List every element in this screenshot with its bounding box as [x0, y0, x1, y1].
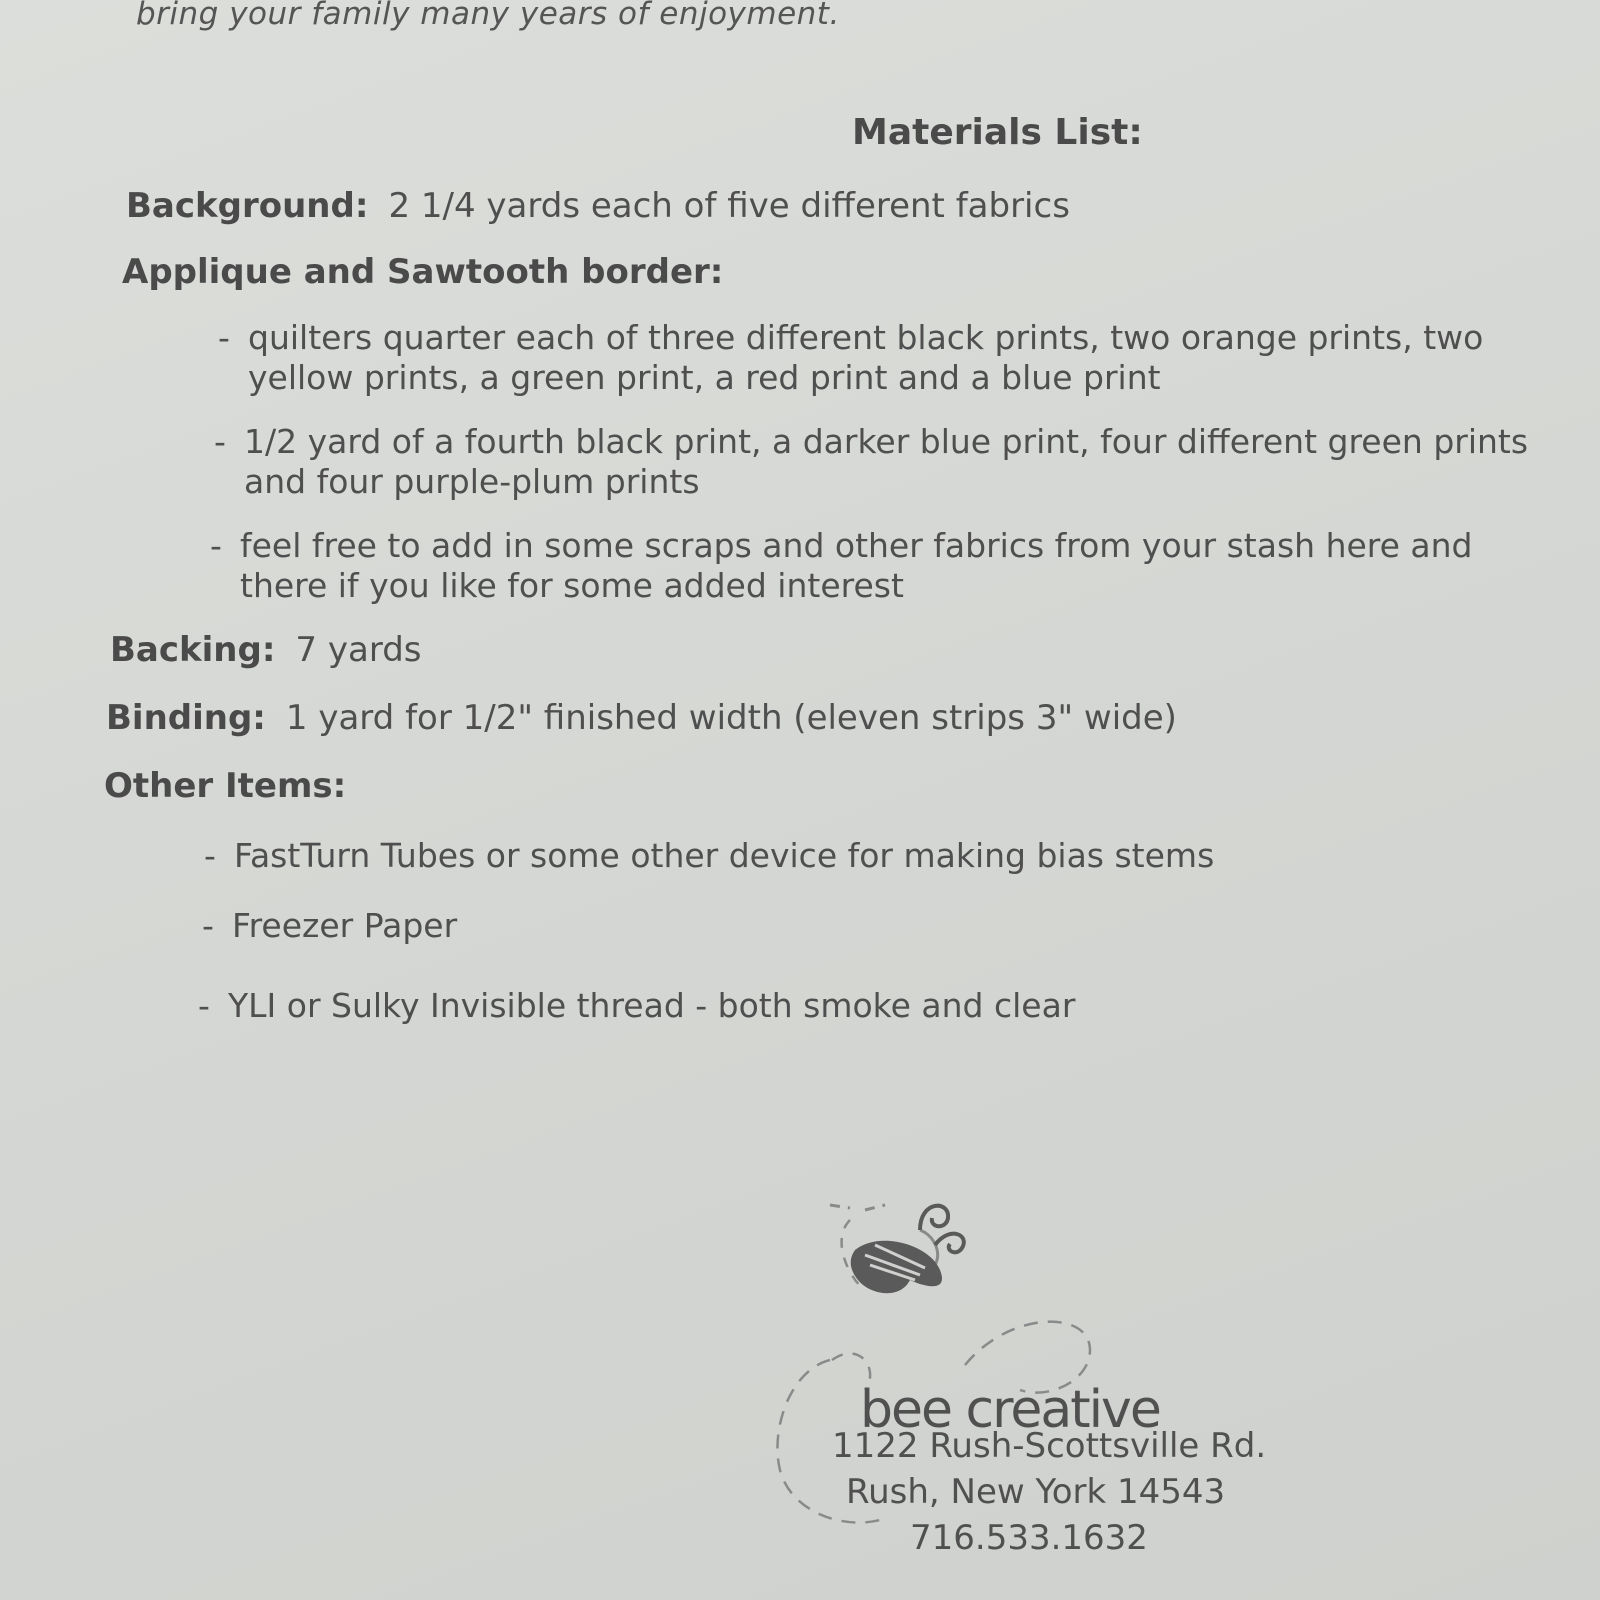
applique-item	[214, 422, 1574, 502]
other-item-text: YLI or Sulky Invisible thread - both smoke and clear	[228, 986, 1076, 1025]
bullet-dash: -	[210, 526, 222, 565]
applique-item-text: feel free to add in some scraps and other fabrics from your stash here and there if you like for some added interest	[240, 526, 1473, 605]
bullet-dash: -	[198, 986, 210, 1025]
binding-value: 1 yard for 1/2" finished width (eleven strips 3" wide)	[285, 698, 1177, 738]
applique-item	[210, 526, 1570, 606]
binding-row	[106, 698, 1177, 738]
brand-name: bee creative	[860, 1380, 1160, 1440]
applique-item	[218, 318, 1578, 398]
materials-list-heading: Materials List:	[852, 112, 1143, 153]
other-item-text: FastTurn Tubes or some other device for making bias stems	[234, 836, 1215, 875]
other-item-text: Freezer Paper	[232, 906, 458, 945]
backing-value: 7 yards	[295, 630, 422, 670]
intro-text: bring your family many years of enjoyment.	[136, 0, 840, 32]
address-line-2: Rush, New York 14543	[846, 1472, 1226, 1512]
binding-label: Binding:	[106, 698, 266, 738]
address-line-1: 1122 Rush-Scottsville Rd.	[832, 1426, 1267, 1466]
backing-row	[110, 630, 422, 670]
applique-item-text: quilters quarter each of three different black prints, two orange prints, two yellow prints, a green print, a red print and a blue print	[248, 318, 1484, 397]
bullet-dash: -	[218, 318, 230, 357]
bullet-dash: -	[202, 906, 214, 945]
background-value: 2 1/4 yards each of five different fabrics	[388, 186, 1070, 226]
other-item	[198, 986, 1558, 1026]
other-items-row	[104, 766, 346, 806]
other-item	[202, 906, 1562, 946]
other-item	[204, 836, 1564, 876]
background-row	[126, 186, 1070, 226]
bullet-dash: -	[214, 422, 226, 461]
phone-number: 716.533.1632	[910, 1518, 1148, 1558]
other-items-label: Other Items:	[104, 766, 347, 806]
applique-label: Applique and Sawtooth border:	[122, 252, 724, 292]
backing-label: Backing:	[110, 630, 276, 670]
bullet-dash: -	[204, 836, 216, 875]
background-label: Background:	[126, 186, 369, 226]
applique-row	[122, 252, 723, 292]
applique-item-text: 1/2 yard of a fourth black print, a darker blue print, four different green prints and four purple-plum prints	[244, 422, 1529, 501]
